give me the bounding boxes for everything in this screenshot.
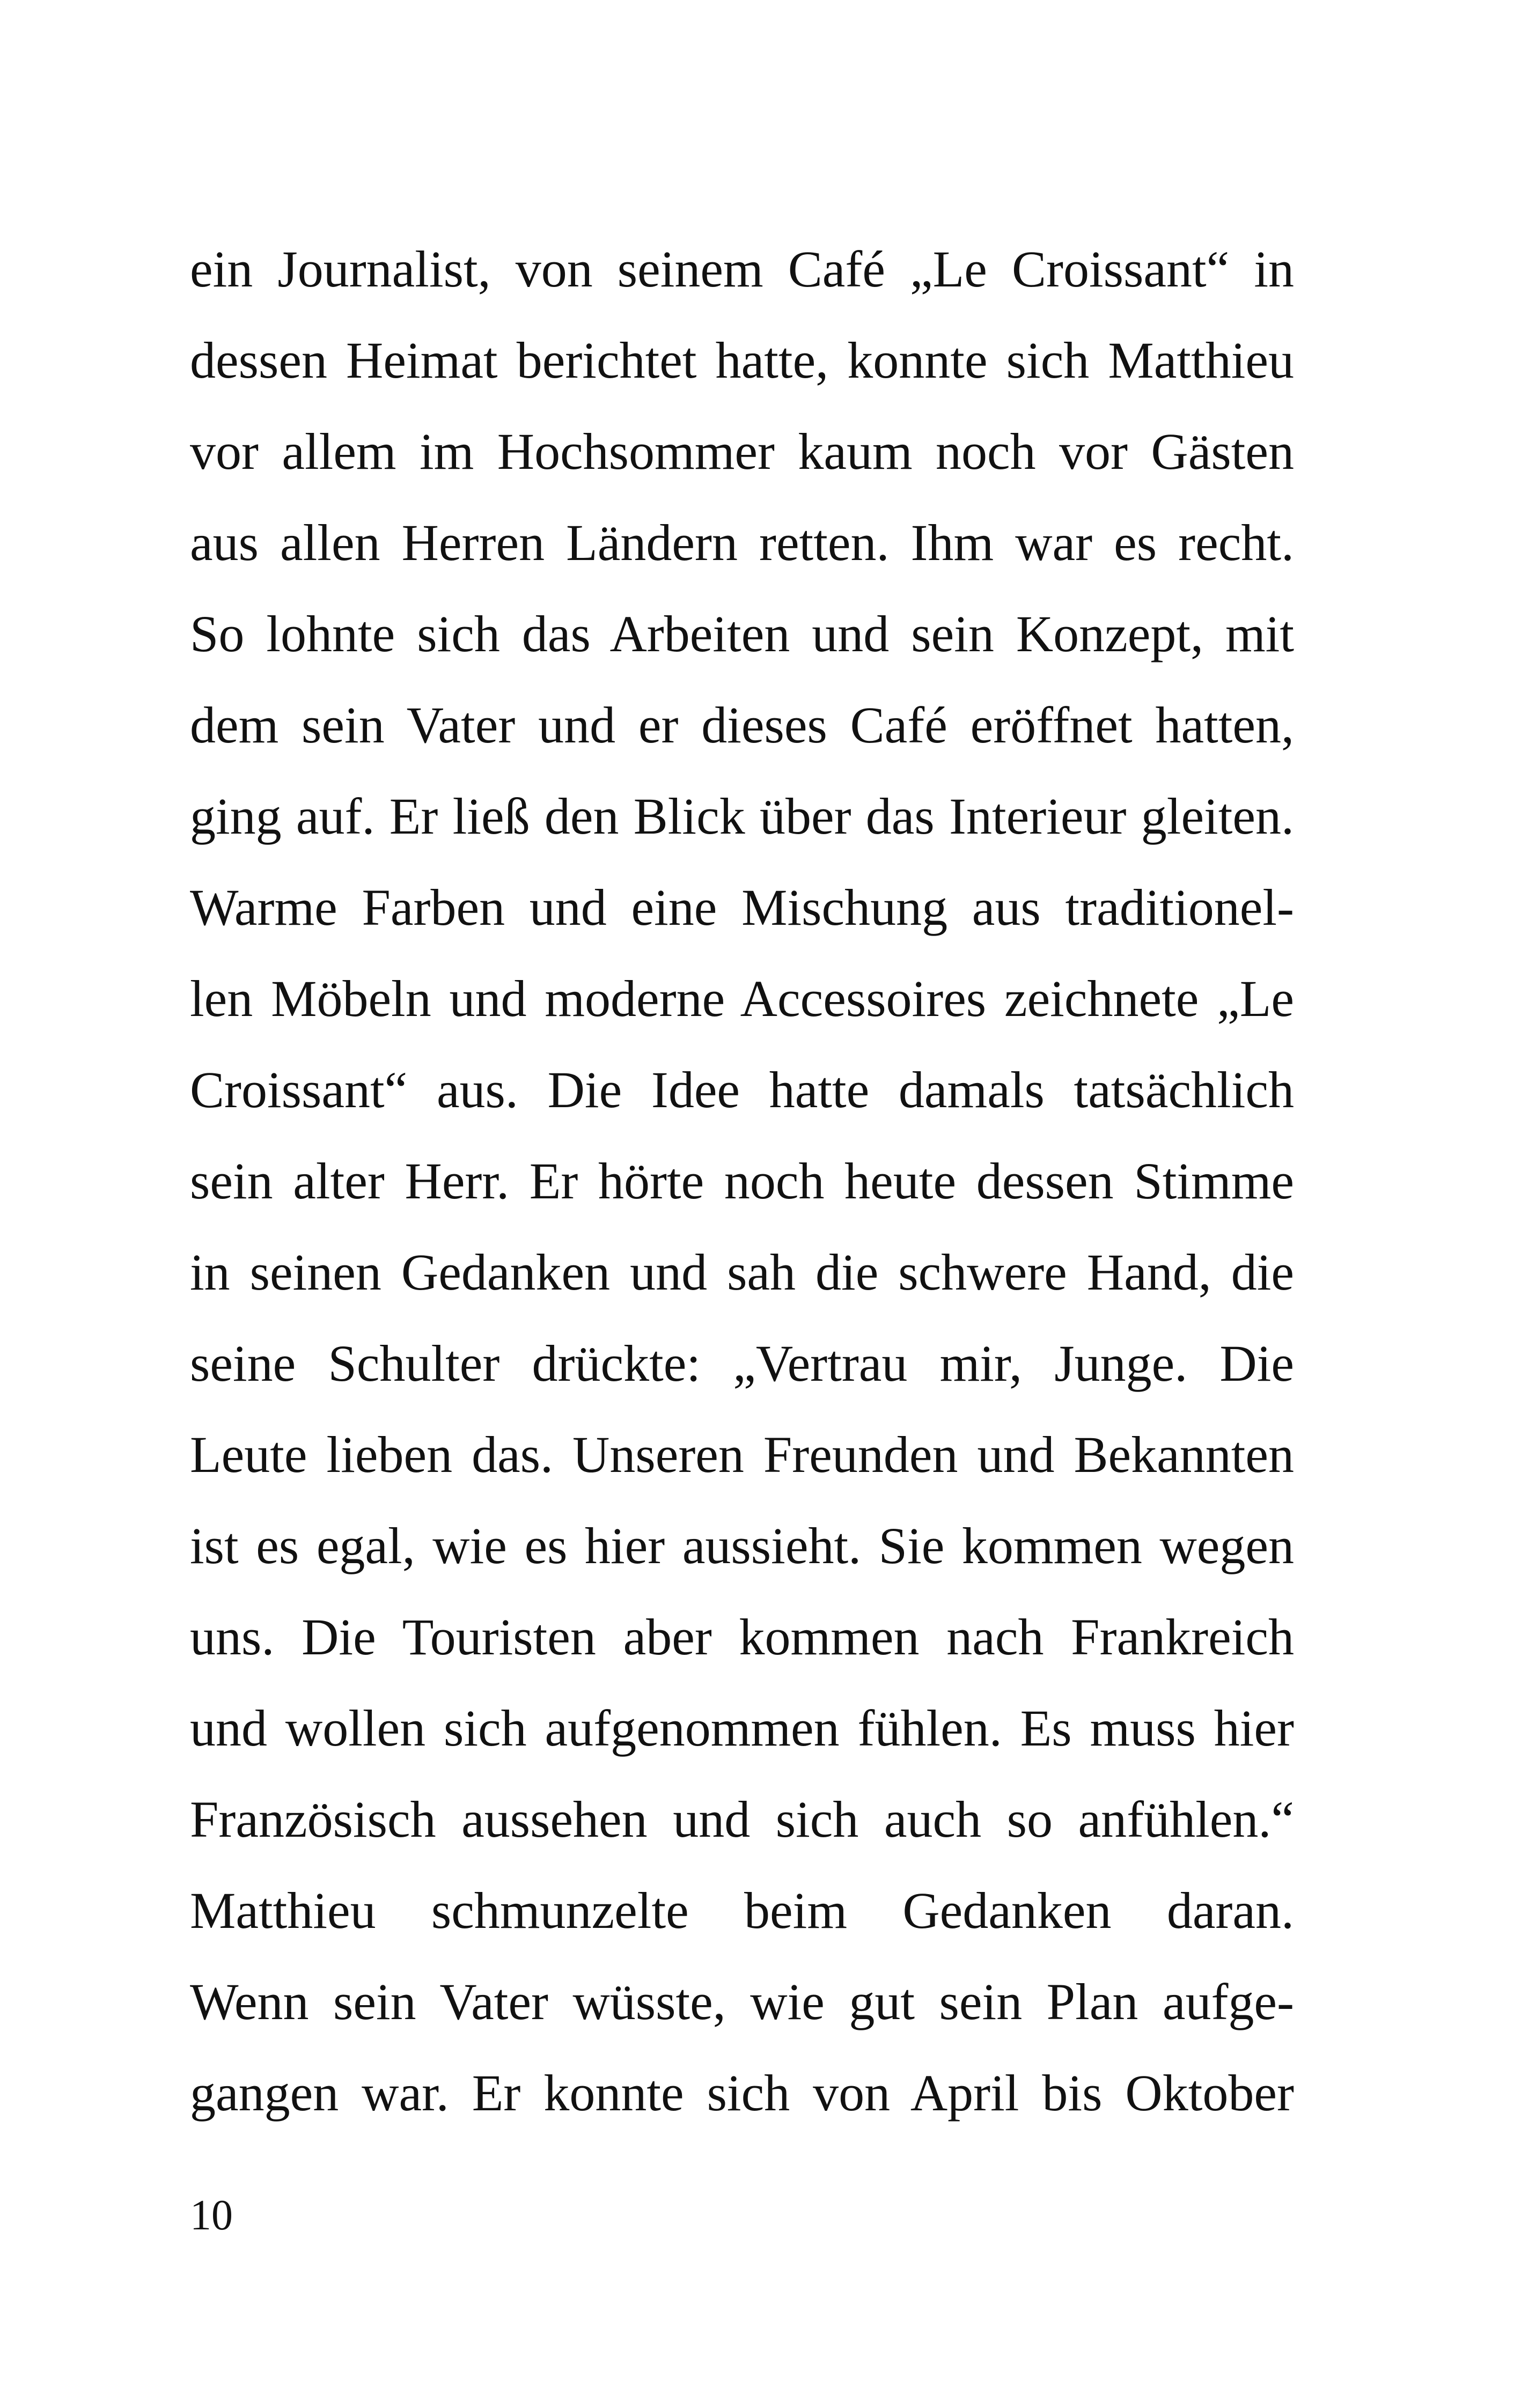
text-line: gangen war. Er konnte sich von April bis Oktober: [190, 2064, 1294, 2122]
text-line: dessen Heimat berichtet hatte, konnte sich Matthieu: [190, 332, 1294, 389]
text-line: Französisch aussehen und sich auch so anfühlen.“: [190, 1791, 1294, 1848]
text-line: dem sein Vater und er dieses Café eröffnet hatten,: [190, 696, 1294, 754]
text-line: ging auf. Er ließ den Blick über das Interieur gleiten.: [190, 787, 1294, 845]
text-line: So lohnte sich das Arbeiten und sein Konzept, mit: [190, 605, 1294, 662]
text-line: vor allem im Hochsommer kaum noch vor Gästen: [190, 423, 1294, 480]
body-text: [190, 237, 1294, 2152]
text-line: Croissant“ aus. Die Idee hatte damals tatsächlich: [190, 1061, 1294, 1118]
text-line: Warme Farben und eine Mischung aus traditionel-: [190, 879, 1294, 936]
text-line: Wenn sein Vater wüsste, wie gut sein Plan aufge-: [190, 1973, 1294, 2030]
text-line: sein alter Herr. Er hörte noch heute dessen Stimme: [190, 1152, 1294, 1210]
page-number: 10: [190, 2192, 233, 2239]
text-line: in seinen Gedanken und sah die schwere Hand, die: [190, 1243, 1294, 1301]
text-line: uns. Die Touristen aber kommen nach Frankreich: [190, 1608, 1294, 1666]
text-line: len Möbeln und moderne Accessoires zeichnete „Le: [190, 970, 1294, 1027]
text-line: ein Journalist, von seinem Café „Le Croissant“ in: [190, 240, 1294, 298]
text-line: und wollen sich aufgenommen fühlen. Es muss hier: [190, 1699, 1294, 1757]
text-line: aus allen Herren Ländern retten. Ihm war es recht.: [190, 514, 1294, 571]
text-line: seine Schulter drückte: „Vertrau mir, Junge. Die: [190, 1335, 1294, 1392]
text-line: Leute lieben das. Unseren Freunden und Bekannten: [190, 1426, 1294, 1483]
text-line: Matthieu schmunzelte beim Gedanken daran.: [190, 1882, 1294, 1939]
text-line: ist es egal, wie es hier aussieht. Sie kommen wegen: [190, 1517, 1294, 1574]
